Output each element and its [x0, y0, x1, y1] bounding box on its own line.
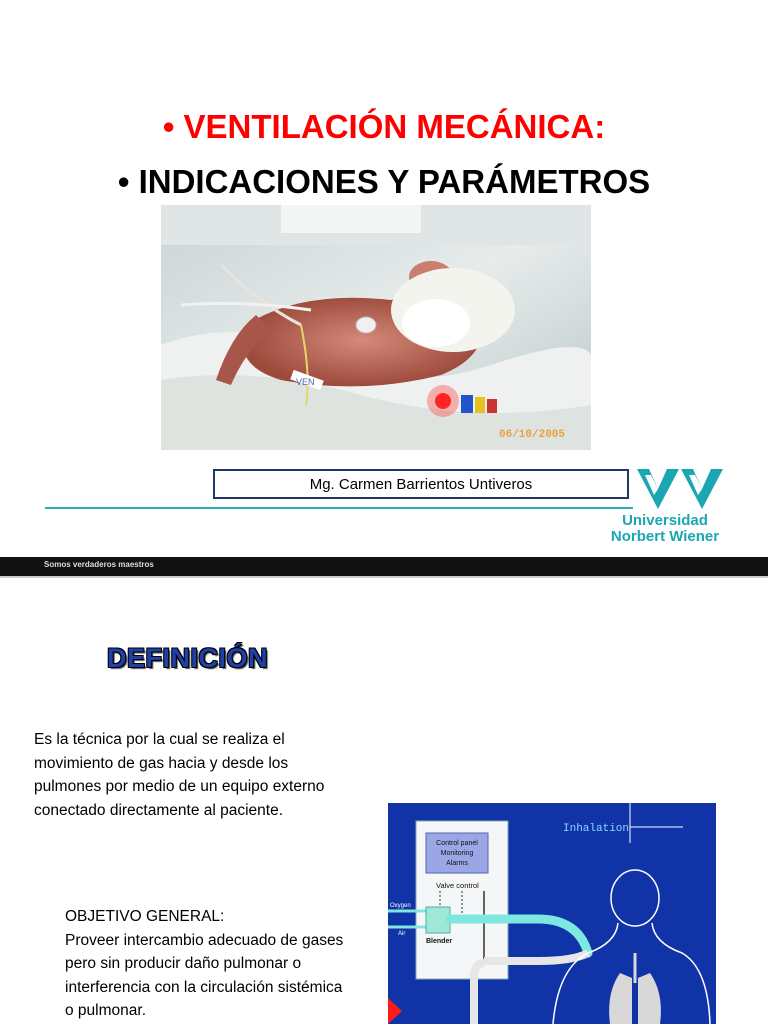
photo-date-stamp: 06/10/2005: [499, 429, 566, 441]
control-panel-line1: Control panel: [436, 840, 478, 847]
author-name: Mg. Carmen Barrientos Untiveros: [309, 475, 533, 493]
photo-tag-text: VEN: [296, 377, 315, 387]
objective-text: Proveer intercambio adecuado de gases pero sin producir daño pulmonar o interferencia con la circulación sistémica o pulmonar.: [65, 931, 344, 1019]
air-label: Air: [398, 931, 406, 937]
inhalation-label: Inhalation: [563, 823, 630, 835]
footer-bar: [0, 557, 768, 576]
definition-text: Es la técnica por la cual se realiza el movimiento de gas hacia y desde los pulmones por medio de un equipo externo conectado directamente al paciente.: [34, 731, 325, 819]
objective-title: OBJETIVO GENERAL:: [65, 908, 225, 925]
footer-slogan: Somos verdaderos maestros: [44, 560, 154, 569]
author-box: [213, 469, 629, 499]
definition-slide: [0, 578, 768, 1024]
university-name: [603, 513, 727, 545]
university-name-line1: Universidad: [622, 512, 708, 529]
oxygen-label: Oxygen: [390, 903, 411, 909]
neonatal-patient-photo: [161, 205, 591, 450]
control-panel-line3: Alarms: [446, 860, 468, 867]
ventilator-diagram: [388, 803, 716, 1024]
objective-block: [65, 905, 345, 1023]
slide-title-line1: • VENTILACIÓN MECÁNICA:: [162, 108, 606, 145]
definition-title: DEFINICIÓN: [107, 643, 269, 673]
valve-control-label: Valve control: [436, 881, 479, 890]
university-logo-icon: [637, 469, 723, 509]
blender-label: Blender: [426, 938, 453, 945]
divider-line: [45, 507, 633, 509]
control-panel-line2: Monitoring: [440, 850, 474, 857]
university-name-line2: Norbert Wiener: [610, 528, 720, 545]
slide-title-line2: • INDICACIONES Y PARÁMETROS: [117, 163, 651, 200]
